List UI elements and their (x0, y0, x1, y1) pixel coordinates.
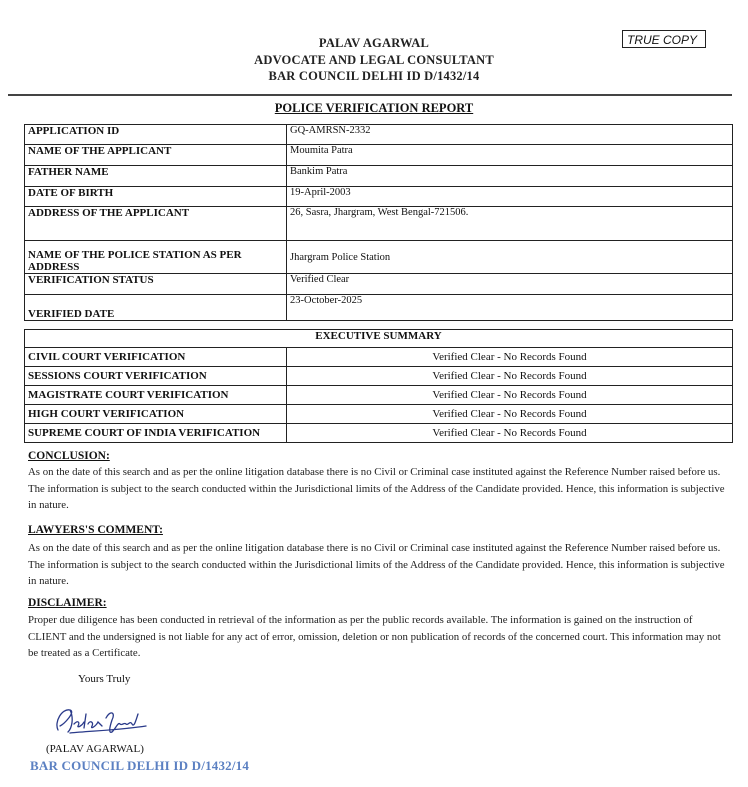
disclaimer-text: Proper due diligence has been conducted in retrieval of the information as per the public records available. The information is gained on the instruction of CLIENT and the undersigned is not liable for any act of error, omission, deletion or non publication of records of the concerned court. This information may not be treated as a Certificate. (28, 614, 721, 659)
court-result: Verified Clear - No Records Found (287, 405, 733, 424)
court-label: SUPREME COURT OF INDIA VERIFICATION (25, 424, 287, 443)
report-title: POLICE VERIFICATION REPORT (274, 101, 474, 115)
lawyers-comment-text: As on the date of this search and as per the online litigation database there is no Civil or Criminal case instituted against the Reference Number raised before us. The information is subject to the search conducted within the Jurisdictional limits of the Address of the Candidate provided. Hence, this information is subjective in nature. (28, 542, 725, 587)
signatory-bar-id: BAR COUNCIL DELHI ID D/1432/14 (30, 758, 250, 773)
court-label: MAGISTRATE COURT VERIFICATION (25, 386, 287, 405)
header-divider (8, 94, 732, 96)
detail-value: GQ-AMRSN-2332 (287, 125, 733, 145)
table-row (25, 166, 733, 187)
true-copy-stamp: TRUE COPY (622, 30, 706, 48)
court-result: Verified Clear - No Records Found (287, 367, 733, 386)
disclaimer-heading: DISCLAIMER: (28, 597, 107, 609)
court-label: SESSIONS COURT VERIFICATION (25, 367, 287, 386)
table-row (25, 424, 733, 443)
detail-value: Verified Clear (287, 274, 733, 295)
table-row (25, 274, 733, 295)
detail-value: Jhargram Police Station (287, 241, 733, 274)
detail-label: DATE OF BIRTH (25, 187, 287, 207)
court-label: HIGH COURT VERIFICATION (25, 405, 287, 424)
advocate-bar-id: BAR COUNCIL DELHI ID D/1432/14 (268, 69, 480, 83)
applicant-details-table (24, 124, 733, 321)
table-row (25, 241, 733, 274)
table-row (25, 207, 733, 241)
detail-label: APPLICATION ID (25, 125, 287, 145)
detail-label: NAME OF THE POLICE STATION AS PER ADDRESS (25, 241, 287, 274)
detail-value: Bankim Patra (287, 166, 733, 187)
conclusion-heading: CONCLUSION: (28, 450, 110, 462)
table-row (25, 125, 733, 145)
court-result: Verified Clear - No Records Found (287, 386, 733, 405)
court-result: Verified Clear - No Records Found (287, 348, 733, 367)
detail-label: VERIFICATION STATUS (25, 274, 287, 295)
detail-label: NAME OF THE APPLICANT (25, 145, 287, 166)
summary-heading: EXECUTIVE SUMMARY (25, 330, 733, 348)
detail-value: Moumita Patra (287, 145, 733, 166)
detail-value: 26, Sasra, Jhargram, West Bengal-721506. (287, 207, 733, 241)
table-row (25, 295, 733, 321)
table-row (25, 145, 733, 166)
court-label: CIVIL COURT VERIFICATION (25, 348, 287, 367)
table-header-row (25, 330, 733, 348)
advocate-name: PALAV AGARWAL (318, 36, 430, 50)
table-row (25, 348, 733, 367)
table-row (25, 367, 733, 386)
handwritten-signature (50, 700, 150, 738)
court-result: Verified Clear - No Records Found (287, 424, 733, 443)
detail-label: ADDRESS OF THE APPLICANT (25, 207, 287, 241)
detail-value: 19-April-2003 (287, 187, 733, 207)
executive-summary-table (24, 329, 733, 443)
detail-label: VERIFIED DATE (25, 295, 287, 321)
signatory-name: (PALAV AGARWAL) (46, 743, 144, 755)
table-row (25, 405, 733, 424)
table-row (25, 386, 733, 405)
conclusion-text: As on the date of this search and as per the online litigation database there is no Civil or Criminal case instituted against the Reference Number raised before us. The information is subject to the search conducted within the Jurisdictional limits of the Address of the Candidate provided. Hence, this information is subjective in nature. (28, 466, 725, 511)
lawyers-comment-heading: LAWYERS'S COMMENT: (28, 524, 163, 536)
detail-label: FATHER NAME (25, 166, 287, 187)
closing-text: Yours Truly (78, 673, 131, 685)
detail-value: 23-October-2025 (287, 295, 733, 321)
advocate-designation: ADVOCATE AND LEGAL CONSULTANT (254, 53, 494, 67)
table-row (25, 187, 733, 207)
